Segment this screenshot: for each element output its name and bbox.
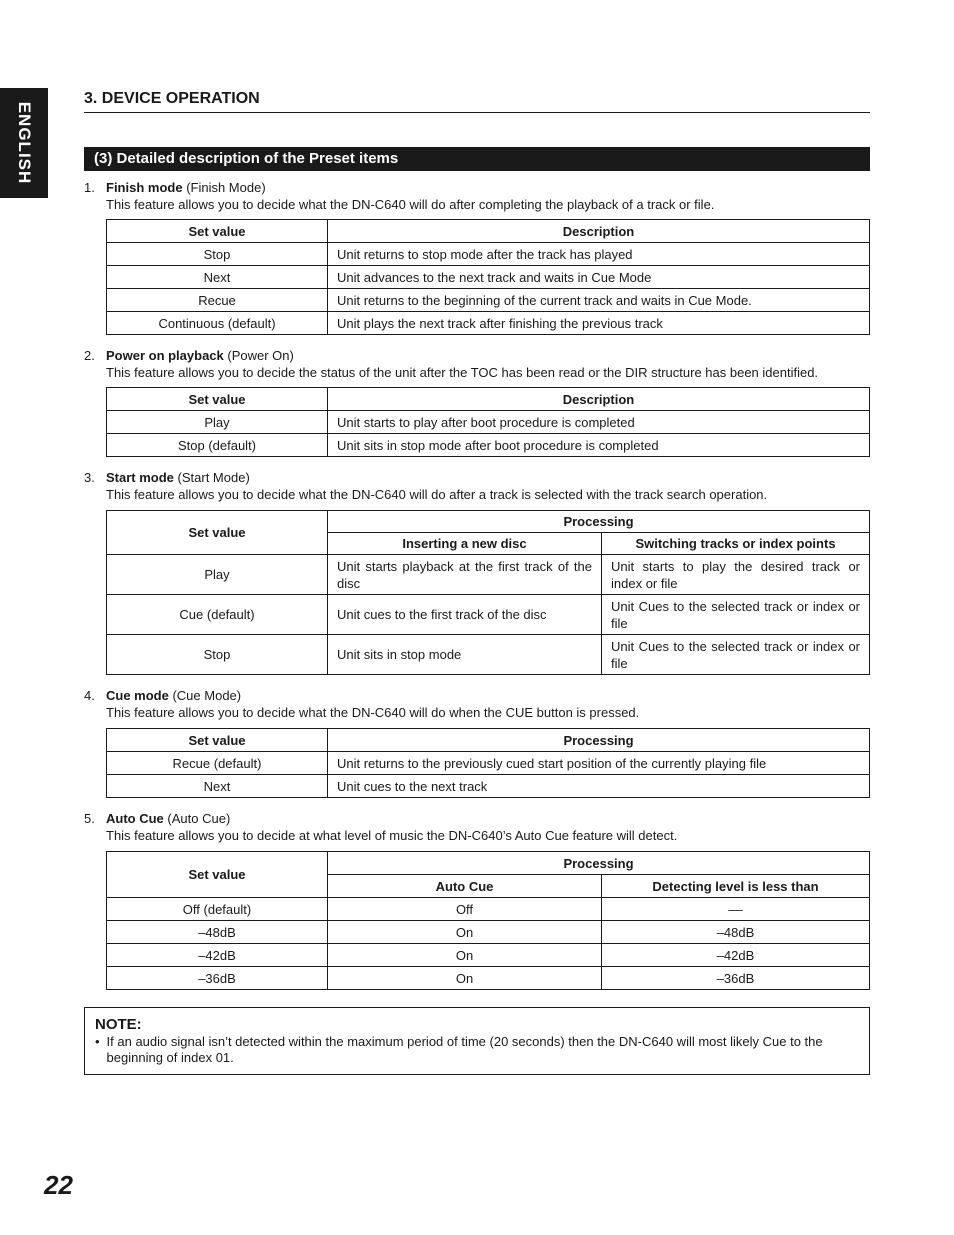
- header-set-value: Set value: [107, 511, 328, 555]
- item-name: Power on playback: [106, 348, 224, 363]
- item-description: This feature allows you to decide what the DN-C640 will do when the CUE button is pressed.: [106, 705, 640, 720]
- page-content: [84, 90, 870, 1075]
- table-header-row: [107, 729, 870, 752]
- cue-mode-table: [106, 728, 870, 798]
- table-row: [107, 434, 870, 457]
- language-tab: [0, 88, 48, 198]
- table-row: [107, 921, 870, 944]
- header-description: Description: [328, 220, 870, 243]
- item-alias: (Cue Mode): [172, 688, 242, 703]
- item-number: 5.: [84, 811, 95, 826]
- table-header-row: [107, 852, 870, 875]
- table-row: [107, 411, 870, 434]
- processing-cell: Unit Cues to the selected track or index or file: [602, 635, 870, 675]
- note-box: [84, 1007, 870, 1075]
- processing-cell: Unit starts to play the desired track or index or file: [602, 555, 870, 595]
- level-cell: –36dB: [602, 967, 870, 990]
- table-row: [107, 967, 870, 990]
- table-row: [107, 595, 870, 635]
- level-cell: –42dB: [602, 944, 870, 967]
- processing-cell: Unit returns to the previously cued start position of the currently playing file: [328, 752, 870, 775]
- set-value-cell: –42dB: [107, 944, 328, 967]
- preset-item-power-on: [84, 348, 870, 457]
- item-alias: (Power On): [227, 348, 294, 363]
- item-description: This feature allows you to decide the status of the unit after the TOC has been read or the DIR structure has been identified.: [106, 365, 819, 380]
- description-cell: Unit advances to the next track and waits in Cue Mode: [328, 266, 870, 289]
- item-alias: (Finish Mode): [186, 180, 266, 195]
- header-set-value: Set value: [107, 220, 328, 243]
- note-bullet: •: [95, 1034, 100, 1049]
- set-value-cell: Continuous (default): [107, 312, 328, 335]
- description-cell: Unit returns to the beginning of the current track and waits in Cue Mode.: [328, 289, 870, 312]
- processing-cell: Unit sits in stop mode: [328, 635, 602, 675]
- section-title: 3. DEVICE OPERATION: [84, 90, 870, 113]
- header-processing: Processing: [328, 729, 870, 752]
- set-value-cell: Off (default): [107, 898, 328, 921]
- set-value-cell: Next: [107, 266, 328, 289]
- auto-cue-cell: On: [328, 921, 602, 944]
- set-value-cell: Recue: [107, 289, 328, 312]
- header-processing: Processing: [328, 511, 870, 533]
- table-row: [107, 898, 870, 921]
- item-name: Cue mode: [106, 688, 169, 703]
- set-value-cell: Stop (default): [107, 434, 328, 457]
- item-description: This feature allows you to decide what the DN-C640 will do after completing the playback of a track or file.: [106, 197, 715, 212]
- language-tab-label: ENGLISH: [15, 101, 34, 185]
- note-title: NOTE:: [95, 1016, 142, 1033]
- set-value-cell: Next: [107, 775, 328, 798]
- header-switching-tracks: Switching tracks or index points: [602, 533, 870, 555]
- table-row: [107, 243, 870, 266]
- processing-cell: Unit cues to the next track: [328, 775, 870, 798]
- item-alias: (Auto Cue): [167, 811, 231, 826]
- table-header-row: [107, 220, 870, 243]
- item-description: This feature allows you to decide at what level of music the DN-C640’s Auto Cue feature will detect.: [106, 828, 678, 843]
- description-cell: Unit plays the next track after finishing the previous track: [328, 312, 870, 335]
- table-header-row: [107, 511, 870, 533]
- header-set-value: Set value: [107, 729, 328, 752]
- description-cell: Unit starts to play after boot procedure is completed: [328, 411, 870, 434]
- preset-item-cue-mode: [84, 688, 870, 798]
- header-set-value: Set value: [107, 852, 328, 898]
- item-alias: (Start Mode): [177, 470, 250, 485]
- set-value-cell: –48dB: [107, 921, 328, 944]
- table-row: [107, 775, 870, 798]
- auto-cue-cell: On: [328, 944, 602, 967]
- item-number: 3.: [84, 470, 95, 485]
- item-description: This feature allows you to decide what the DN-C640 will do after a track is selected with the track search operation.: [106, 487, 768, 502]
- item-number: 4.: [84, 688, 95, 703]
- header-description: Description: [328, 388, 870, 411]
- item-number: 1.: [84, 180, 95, 195]
- table-row: [107, 312, 870, 335]
- table-row: [107, 289, 870, 312]
- description-cell: Unit returns to stop mode after the track has played: [328, 243, 870, 266]
- set-value-cell: Recue (default): [107, 752, 328, 775]
- item-name: Finish mode: [106, 180, 183, 195]
- header-auto-cue: Auto Cue: [328, 875, 602, 898]
- preset-item-finish-mode: [84, 180, 870, 335]
- finish-mode-table: [106, 219, 870, 335]
- processing-cell: Unit Cues to the selected track or index or file: [602, 595, 870, 635]
- description-cell: Unit sits in stop mode after boot procedure is completed: [328, 434, 870, 457]
- auto-cue-cell: On: [328, 967, 602, 990]
- preset-item-start-mode: [84, 470, 870, 675]
- header-detecting-level: Detecting level is less than: [602, 875, 870, 898]
- set-value-cell: Stop: [107, 243, 328, 266]
- auto-cue-table: [106, 851, 870, 990]
- item-name: Auto Cue: [106, 811, 164, 826]
- set-value-cell: Cue (default): [107, 595, 328, 635]
- header-set-value: Set value: [107, 388, 328, 411]
- header-processing: Processing: [328, 852, 870, 875]
- power-on-table: [106, 387, 870, 457]
- set-value-cell: Play: [107, 555, 328, 595]
- item-name: Start mode: [106, 470, 174, 485]
- processing-cell: Unit cues to the first track of the disc: [328, 595, 602, 635]
- item-number: 2.: [84, 348, 95, 363]
- table-row: [107, 944, 870, 967]
- subsection-banner: (3) Detailed description of the Preset items: [84, 147, 870, 171]
- set-value-cell: –36dB: [107, 967, 328, 990]
- table-row: [107, 555, 870, 595]
- table-header-row: [107, 388, 870, 411]
- auto-cue-cell: Off: [328, 898, 602, 921]
- set-value-cell: Play: [107, 411, 328, 434]
- preset-item-auto-cue: [84, 811, 870, 990]
- header-inserting-disc: Inserting a new disc: [328, 533, 602, 555]
- table-row: [107, 266, 870, 289]
- page-number: 22: [44, 1170, 73, 1200]
- set-value-cell: Stop: [107, 635, 328, 675]
- note-text: If an audio signal isn’t detected within the maximum period of time (20 seconds) then the DN-C640 will most likely Cue to the beginning of index 01.: [106, 1034, 823, 1065]
- level-cell: ––: [602, 898, 870, 921]
- table-row: [107, 752, 870, 775]
- start-mode-table: [106, 510, 870, 675]
- level-cell: –48dB: [602, 921, 870, 944]
- processing-cell: Unit starts playback at the first track of the disc: [328, 555, 602, 595]
- table-row: [107, 635, 870, 675]
